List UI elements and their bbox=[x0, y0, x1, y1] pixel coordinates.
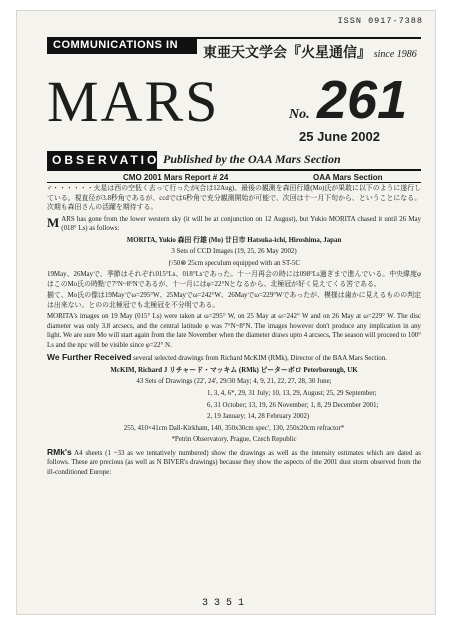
no-label: No. bbox=[289, 107, 310, 122]
paragraph-jp-2: 19May、26Mayで、季節はそれぞれ015°Ls、018°Lsであった。十一月再会の時には098°Ls過ぎまで進んでいる。中央緯度φはこのMo氏の時點で7°N~8°Nであるが、十一月にはφ=22°Nとなるから、北極冠が好く見えてくる筈である。 bbox=[47, 271, 421, 288]
issue-number: 261 bbox=[317, 70, 408, 130]
drop-cap: M bbox=[47, 214, 60, 230]
further-received bbox=[47, 352, 421, 364]
article-body bbox=[47, 184, 421, 479]
paragraph-en-1-text: ARS has gone from the lower western sky (it will be at conjunction on 12 August), but Yukio MORITA chased it until 26 May (018° Ls) as follows: bbox=[61, 215, 421, 233]
section-label: OBSERVATIONS bbox=[47, 151, 157, 169]
observer-mckim-note: *Petrin Observatory, Prague, Czech Republic bbox=[171, 436, 297, 444]
rmk-text: A4 sheets (1 ~33 as we tentatively numbered) show the drawings as well as the intensity estimates which are dated as follows. These are precious (as well as N BIVER's drawings) because they show the aspects of the 2001 dust storm observed from the ill-conditioned Europe: bbox=[47, 449, 421, 476]
paragraph-jp-3: 揃て、Mo氏の像は19Mayでω=295°W、25Mayでω=242°W、26Mayでω=229°Wであったが、模様は歯かに見えるものの判定は出来ない。とのの北極冠でも北極冠を不分明である。 bbox=[47, 292, 421, 309]
since: since 1986 bbox=[373, 49, 417, 60]
paragraph-jp-1: ♂・・・・・・火星は西の空低く去って行ったが(合は12Aug)、最後の観測を森田行雄(Mo)氏が果敢に以下のように遂行している。視直径が3.8秒角であるが、ccdでは6秒角で充分観測開始が可能で、次回は十一月下旬から、ということになる。次期も森田さんの活躍を期待する。 bbox=[47, 185, 421, 212]
banner: COMMUNICATIONS IN bbox=[47, 37, 197, 54]
publisher bbox=[203, 42, 417, 62]
report-rule bbox=[47, 182, 421, 183]
rmk-paragraph bbox=[47, 447, 421, 478]
observer-morita-equipment: ƒ/50⊗ 25cm speculum equipped with an ST-5C bbox=[168, 259, 300, 267]
report-title: CMO 2001 Mars Report # 24 bbox=[123, 173, 229, 182]
paragraph-en-1 bbox=[47, 215, 421, 234]
report-section: OAA Mars Section bbox=[313, 173, 383, 182]
page-number: 3351 bbox=[201, 598, 250, 609]
observer-mckim: McKIM, Richard J リチャード・マッキム (RMk) ピーターボロ Peterborough, UK bbox=[110, 366, 358, 374]
journal-title: MARS bbox=[47, 69, 220, 134]
observer-mckim-equipment: 255, 410×41cm Dall-Kirkham, 140, 350x30cm spec', 130, 250x20cm refractor* bbox=[123, 424, 345, 432]
banner-rule bbox=[197, 37, 421, 39]
publisher-jp: 東亜天文学会『火星通信』 bbox=[203, 46, 371, 61]
section-rule bbox=[47, 169, 421, 171]
observer-mckim-sets: 43 Sets of Drawings (22', 24', 29/30 May; 4, 9, 21, 22, 27, 28, 30 June; bbox=[136, 378, 332, 386]
observer-mckim-dates-2: 6, 31 October; 13, 19, 26 November; 1, 8, 29 December 2001; bbox=[207, 401, 379, 409]
issn: ISSN 0917-7388 bbox=[337, 16, 423, 26]
observer-morita-sets: 3 Sets of CCD Images (19, 25, 26 May 2002) bbox=[171, 248, 297, 256]
section-subtitle: Published by the OAA Mars Section bbox=[163, 152, 341, 166]
journal-page bbox=[16, 10, 436, 615]
observer-morita: MORITA, Yukio 森田 行雄 (Mo) 廿日市 Hatsuka-ichi, Hiroshima, Japan bbox=[126, 236, 342, 244]
rmk-head: RMk's bbox=[47, 446, 72, 457]
observer-mckim-dates-3: 2, 19 January; 14, 28 February 2002) bbox=[207, 413, 310, 421]
further-received-head: We Further Received bbox=[47, 352, 132, 363]
issue-date: 25 June 2002 bbox=[299, 129, 380, 144]
observer-mckim-dates-1: 1, 3, 4, 6*, 29, 31 July; 10, 13, 29, August; 25, 29 September; bbox=[207, 390, 377, 397]
further-received-text: several selected drawings from Richard McKIM (RMk), Director of the BAA Mars Section. bbox=[131, 355, 387, 363]
paragraph-en-2: MORITA's images on 19 May (015° Ls) were taken at ω=295° W, on 25 May at ω=242° W and on 26 May at ω=229° W. The disc diameter was only 3.8 arcsecs, and the central latitude φ was 7°N~8°N. The images however don't produce any implication in any light. We are sure Mo will start again from the late November when the diameter draws upto 4 arcsecs, The season will proceed to 100° Ls and the npc will be visible since φ=22° N. bbox=[47, 313, 421, 349]
